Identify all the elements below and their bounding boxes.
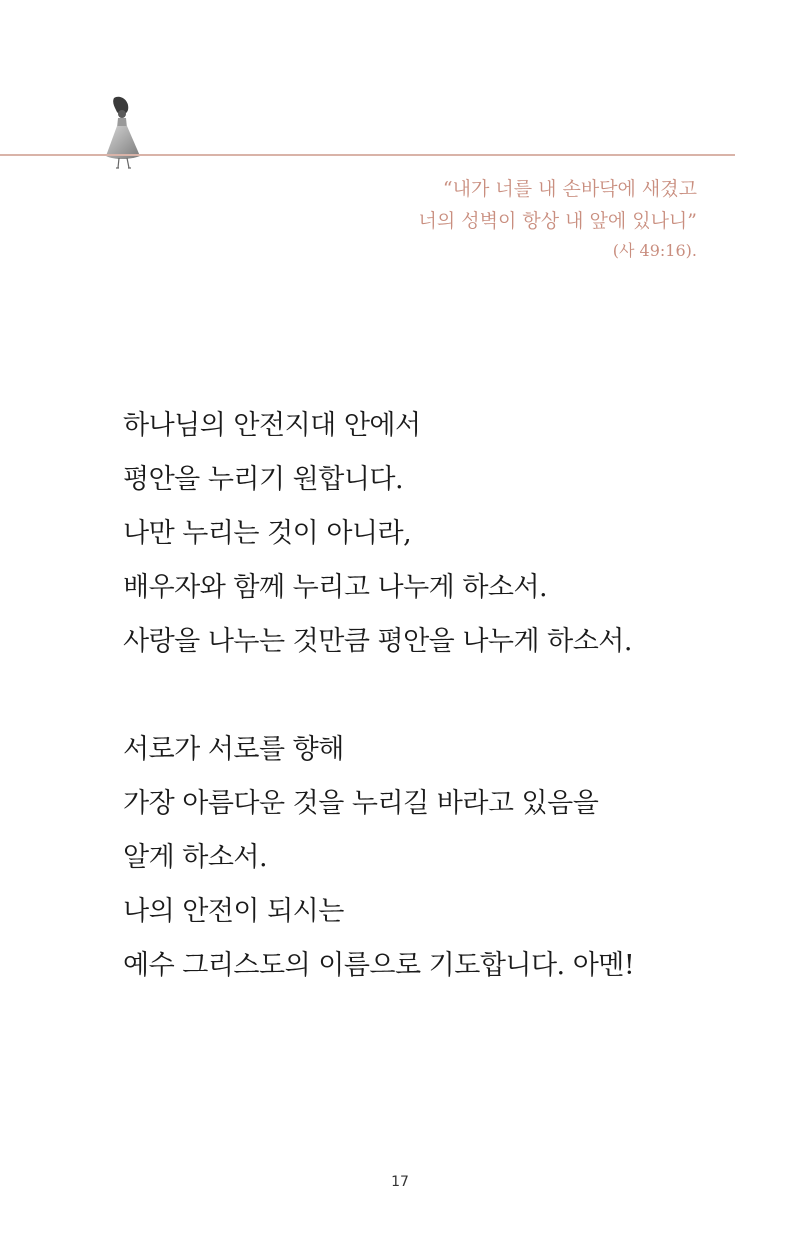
prayer-line: 가장 아름다운 것을 누리길 바라고 있음을: [123, 788, 599, 819]
prayer-line: 사랑을 나누는 것만큼 평안을 나누게 하소서.: [123, 626, 632, 657]
prayer-line: 예수 그리스도의 이름으로 기도합니다. 아멘!: [123, 950, 635, 981]
header-rule: [0, 154, 735, 156]
prayer-paragraph: [123, 723, 634, 993]
prayer-line: 서로가 서로를 향해: [123, 734, 344, 765]
scripture-quote: [418, 173, 697, 265]
prayer-line: 배우자와 함께 누리고 나누게 하소서.: [123, 572, 548, 603]
prayer-line: 평안을 누리기 원합니다.: [123, 464, 404, 495]
scripture-line: 너의 성벽이 항상 내 앞에 있나니”: [418, 210, 697, 232]
scripture-line: “내가 너를 내 손바닥에 새겼고: [442, 178, 697, 200]
prayer-line: 알게 하소서.: [123, 842, 268, 873]
prayer-line: 나의 안전이 되시는: [123, 896, 344, 927]
woman-in-skirt-icon: [100, 94, 148, 174]
page-number: 17: [391, 1174, 409, 1190]
prayer-paragraph: [123, 399, 634, 669]
prayer-line: 하나님의 안전지대 안에서: [123, 410, 421, 441]
prayer-text: [123, 399, 634, 993]
prayer-line: 나만 누리는 것이 아니라,: [123, 518, 412, 549]
scripture-reference: (사 49:16).: [612, 241, 697, 260]
